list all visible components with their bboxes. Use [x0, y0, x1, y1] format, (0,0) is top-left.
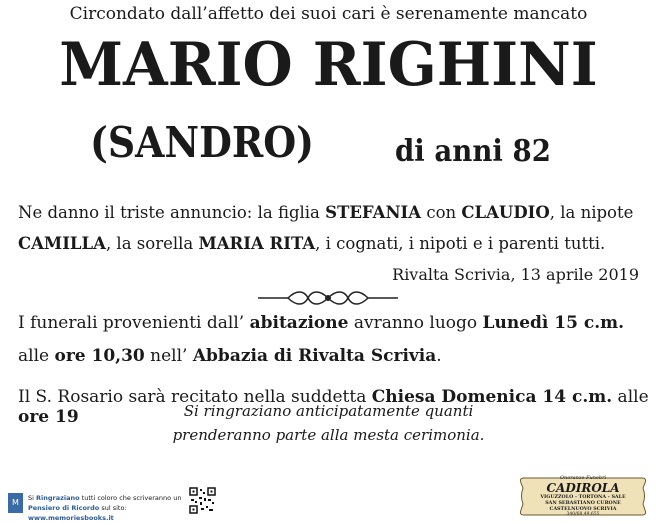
funeral-time: ore 10,30: [54, 346, 145, 366]
deceased-name: MARIO RIGHINI: [59, 30, 598, 100]
name-maria-rita: MARIA RITA: [198, 234, 316, 253]
name-camilla: CAMILLA: [18, 234, 106, 253]
thanks-text: Si ringraziano anticipatamente quanti prenderanno parte alla mesta cerimonia.: [172, 402, 485, 444]
footer-note: Si Ringraziano tutti coloro che scriveranno un Pensiero di Ricordo sul sito: www.memoriesbooks.it: [28, 494, 182, 522]
name-claudio: CLAUDIO: [461, 203, 550, 222]
rosary-time: ore 19: [18, 407, 79, 427]
funeral-origin: abitazione: [249, 313, 349, 333]
funeral-date: Lunedì 15 c.m.: [482, 313, 625, 333]
intro-text: Circondato dall’affetto dei suoi cari è serenamente mancato: [69, 4, 588, 24]
place-date: Rivalta Scrivia, 13 aprile 2019: [392, 265, 639, 284]
memoriesbooks-logo-icon: M: [8, 493, 23, 513]
announcement: Ne danno il triste annuncio: la figlia STEFANIA con CLAUDIO, la nipote CAMILLA, la sorella MARIA RITA, i cognati, i nipoti e i parenti tutti.: [18, 203, 634, 253]
rosary-line: Il S. Rosario sarà recitato nella suddetta Chiesa Domenica 14 c.m. alle ore 19: [18, 387, 649, 427]
deceased-age: di anni 82: [395, 134, 551, 169]
website-link[interactable]: www.memoriesbooks.it: [28, 514, 114, 522]
ornament-divider: [258, 288, 398, 308]
funeral-line-1: I funerali provenienti dall’ abitazione avranno luogo Lunedì 15 c.m.: [18, 313, 625, 333]
name-stefania: STEFANIA: [325, 203, 422, 222]
qr-code-icon[interactable]: [189, 487, 216, 514]
funeral-agency-logo: Onoranze Funebri CADIROLA VIGUZZOLO - TORTONA - SALE SAN SEBASTIANO CURONE CASTELNUOVO SCRIVIA 340/68.49.655: [518, 474, 648, 518]
funeral-line-2: alle ore 10,30 nell’ Abbazia di Rivalta Scrivia.: [18, 346, 442, 366]
deceased-nickname: (SANDRO): [90, 118, 315, 167]
funeral-location: Abbazia di Rivalta Scrivia: [192, 346, 437, 366]
rosary-date: Chiesa Domenica 14 c.m.: [371, 387, 613, 407]
